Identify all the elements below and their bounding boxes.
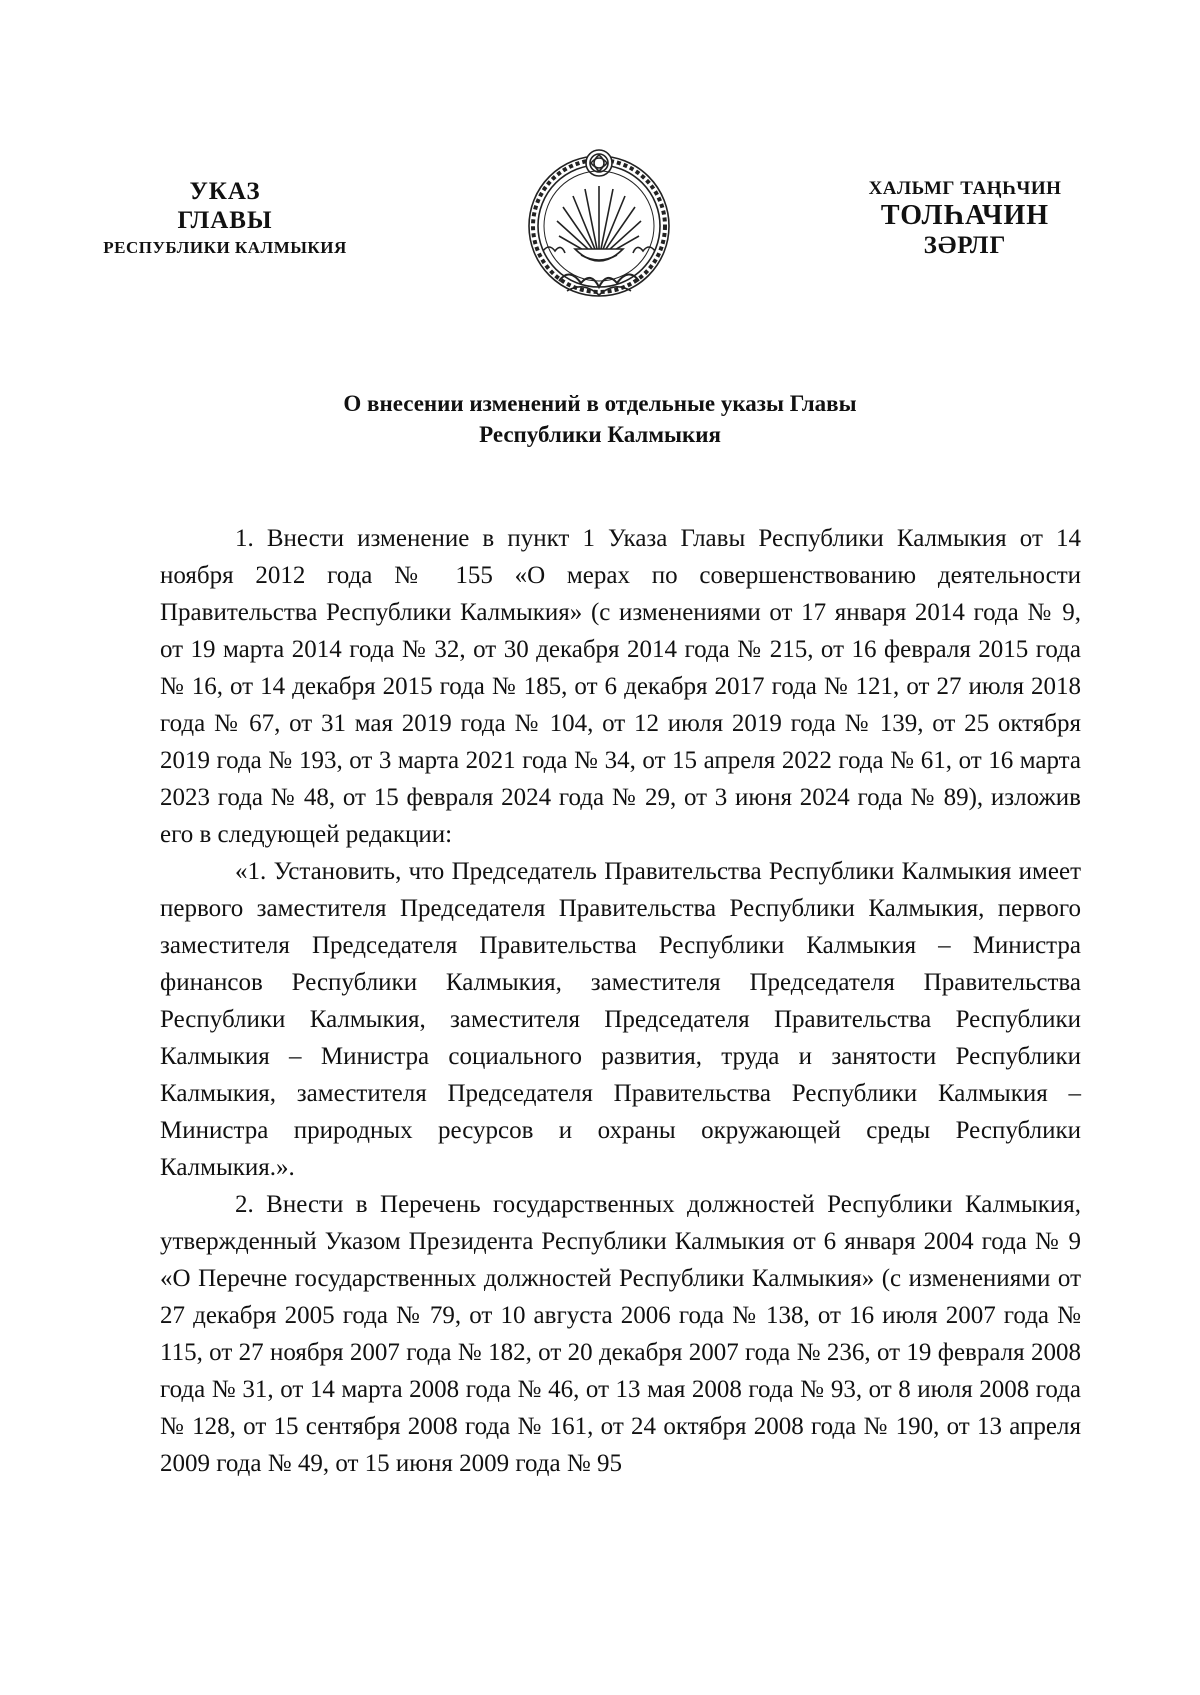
header-left-line2: ГЛАВЫ	[177, 206, 273, 234]
kalmykia-coat-of-arms-icon	[519, 141, 679, 311]
paragraph-3: 2. Внести в Перечень государственных должностей Республики Калмыкия, утвержденный Указом Президента Республики Калмыкия от 6 января 2004 года № 9 «О Перечне государственных должностей Республики Калмыкия» (с изменениями от 27 декабря 2005 года № 79, от 10 августа 2006 года № 138, от 16 июля 2007 года № 115, от 27 ноября 2007 года № 182, от 20 декабря 2007 года № 236, от 19 февраля 2008 года № 31, от 14 марта 2008 года № 46, от 13 мая 2008 года № 93, от 8 июля 2008 года № 128, от 15 сентября 2008 года № 161, от 24 октября 2008 года № 190, от 13 апреля 2009 года № 49, от 15 июня 2009 года № 95	[160, 1191, 1081, 1477]
header-left-line3: РЕСПУБЛИКИ КАЛМЫКИЯ	[103, 237, 347, 257]
header-right-line1: ХАЛЬМГ ТАҢҺЧИН	[868, 178, 1062, 199]
header-left	[70, 178, 380, 257]
document-body	[160, 520, 1081, 1482]
title-line-2: Республики Калмыкия	[479, 422, 721, 448]
header-right-line2: ТОЛҺАЧИН	[880, 199, 1050, 231]
title-line-1: О внесении изменений в отдельные указы Главы	[343, 391, 857, 416]
header-left-line1: УКАЗ	[189, 178, 261, 205]
paragraph-1: 1. Внести изменение в пункт 1 Указа Главы Республики Калмыкия от 14 ноября 2012 года № 155 «О мерах по совершенствованию деятельности Правительства Республики Калмыкия» (с изменениями от 17 января 2014 года № 9, от 19 марта 2014 года № 32, от 30 декабря 2014 года № 215, от 16 февраля 2015 года № 16, от 14 декабря 2015 года № 185, от 6 декабря 2017 года № 121, от 27 июля 2018 года № 67, от 31 мая 2019 года № 104, от 12 июля 2019 года № 139, от 25 октября 2019 года № 193, от 3 марта 2021 года № 34, от 15 апреля 2022 года № 61, от 16 марта 2023 года № 48, от 15 февраля 2024 года № 29, от 3 июня 2024 года № 89), изложив его в следующей редакции:	[160, 525, 1081, 848]
document-title	[200, 388, 1000, 450]
header-right	[840, 178, 1090, 261]
paragraph-2: «1. Установить, что Председатель Правительства Республики Калмыкия имеет первого заместителя Председателя Правительства Республики Калмыкия, первого заместителя Председателя Правительства Республики Калмыкия – Министра финансов Республики Калмыкия, заместителя Председателя Правительства Республики Калмыкия, заместителя Председателя Правительства Республики Калмыкия – Министра социального развития, труда и занятости Республики Калмыкия, заместителя Председателя Правительства Республики Калмыкия – Министра природных ресурсов и охраны окружающей среды Республики Калмыкия.».	[160, 858, 1081, 1181]
header-right-line3: ЗӘРЛГ	[923, 232, 1007, 260]
